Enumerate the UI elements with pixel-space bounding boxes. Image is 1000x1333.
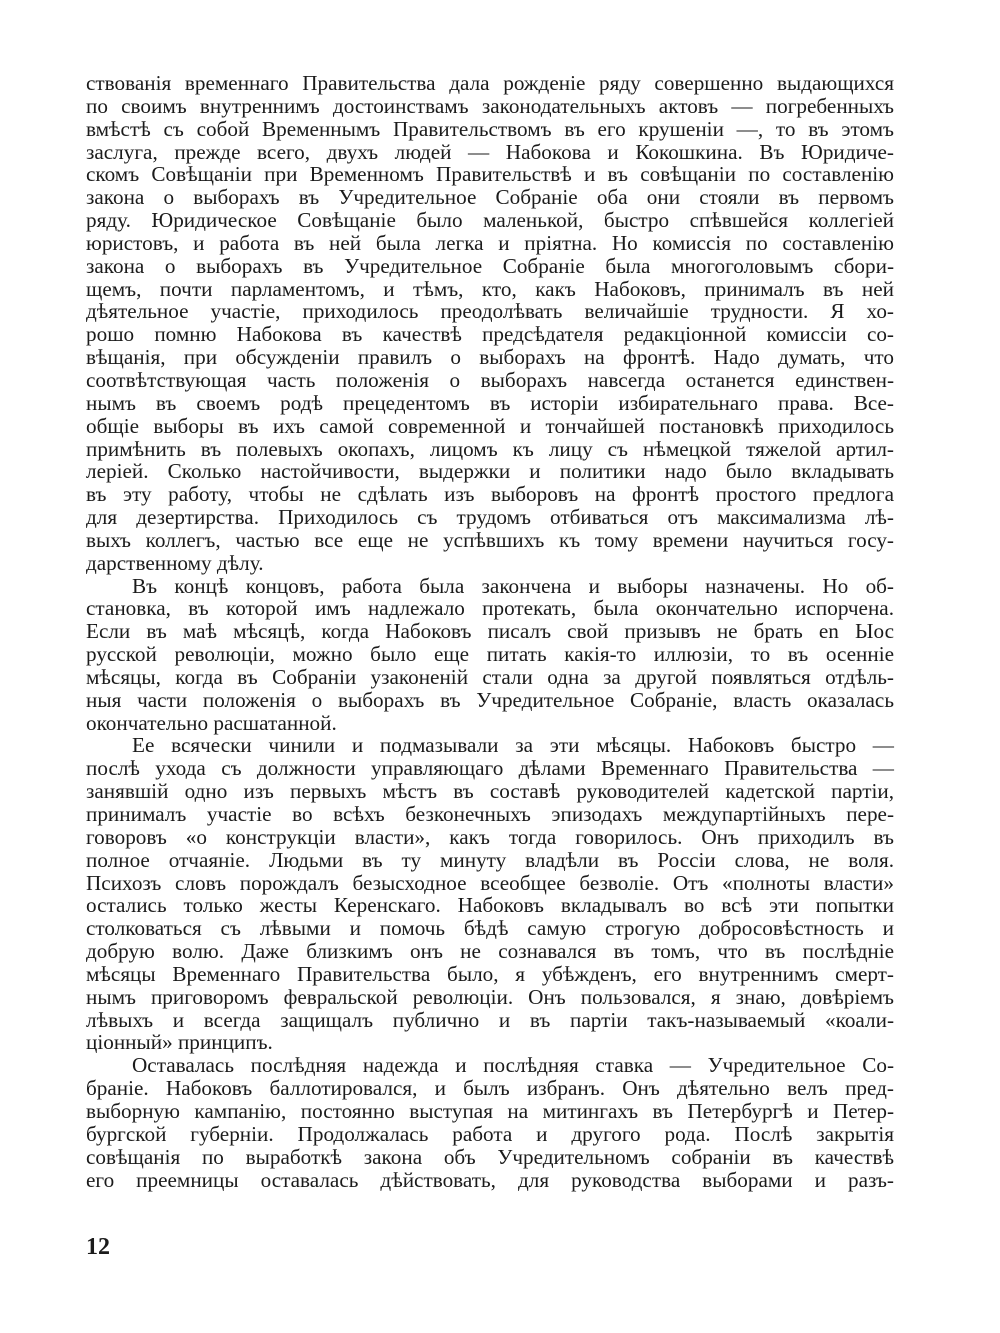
text-line: окончательно расшатанной.	[86, 710, 337, 735]
text-line: общіе выборы въ ихъ самой современной и тончайшей постановкѣ приходилось	[86, 413, 894, 438]
text-line: заслуга, прежде всего, двухъ людей — Набокова и Кокошкина. Въ Юридиче-	[86, 139, 894, 164]
text-line: рошо помню Набокова въ качествѣ предсѣдателя редакціонной комиссіи со-	[86, 322, 894, 347]
text-line: русской революціи, можно было еще питать какія-то иллюзіи, то въ осенніе	[86, 642, 894, 667]
text-line: Психозъ словъ порождалъ безысходное всеобщее безволіе. Отъ «полноты власти»	[86, 870, 894, 895]
text-line: соотвѣтствующая часть положенія о выборахъ навсегда останется единствен-	[86, 367, 894, 392]
text-line: дарственному дѣлу.	[86, 550, 264, 575]
text-line: юристовъ, и работа въ ней была легка и пріятна. Но комиссія по составленію	[86, 230, 894, 255]
page-number: 12	[86, 1234, 110, 1260]
text-line: ряду. Юридическое Совѣщаніе было маленькой, быстро спѣвшейся коллегіей	[86, 208, 894, 233]
text-line: ныя части положенія о выборахъ въ Учредительное Собраніе, власть оказалась	[86, 687, 894, 712]
text-line: выборную кампанію, постоянно выступая на митингахъ въ Петербургѣ и Петер-	[86, 1098, 894, 1123]
text-line: Если въ маѣ мѣсяцѣ, когда Набоковъ писалъ свой призывъ не брать en Ыос	[86, 619, 894, 644]
text-line: выхъ коллегъ, частью все еще не успѣвшихъ къ тому времени научиться госу-	[86, 527, 894, 552]
text-line: нымъ приговоромъ февральской революціи. Онъ пользовался, я знаю, довѣріемъ	[86, 984, 894, 1009]
text-line: дѣятельное участіе, приходилось преодолѣвать величайшіе трудности. Я хо-	[86, 299, 894, 324]
text-line: вѣщанія, при обсужденіи правилъ о выборахъ на фронтѣ. Надо думать, что	[86, 345, 894, 370]
text-line: закона о выборахъ въ Учредительное Собраніе была многоголовымъ сбори-	[86, 253, 894, 278]
text-line: столковаться съ лѣвыми и помочь бѣдѣ самую строгую добросовѣстность и	[86, 916, 894, 941]
text-line: лѣвыхъ и всегда защищалъ публично и въ партіи такъ-называемый «коали-	[86, 1007, 894, 1032]
text-line: по своимъ внутреннимъ достоинствамъ законодательныхъ актовъ — погребенныхъ	[86, 93, 894, 118]
text-line: его преемницы оставалась дѣйствовать, для руководства выборами и разъ-	[86, 1167, 894, 1192]
text-line: полное отчаяніе. Людьми въ ту минуту владѣли въ Россіи слова, не воля.	[86, 847, 894, 872]
text-line: для дезертирства. Приходилось съ трудомъ отбиваться отъ максимализма лѣ-	[86, 505, 894, 530]
text-line: нымъ въ своемъ родѣ прецедентомъ въ исторіи избирательнаго права. Все-	[86, 390, 894, 415]
text-line: браніе. Набоковъ баллотировался, и былъ избранъ. Онъ дѣятельно велъ пред-	[86, 1076, 894, 1101]
text-line: щемъ, почти парламентомъ, и тѣмъ, кто, какъ Набоковъ, принималъ въ ней	[86, 276, 894, 301]
text-line: становка, въ которой имъ надлежало протекать, была окончательно испорчена.	[86, 596, 894, 621]
text-line: мѣсяцы, когда въ Собраніи узаконеній стали одна за другой появляться отдѣль-	[86, 664, 894, 689]
text-line: вмѣстѣ съ собой Временнымъ Правительствомъ въ его крушеніи —, то въ этомъ	[86, 116, 894, 141]
text-line: ціонный» принципъ.	[86, 1030, 273, 1055]
text-line: Въ концѣ концовъ, работа была закончена и выборы назначены. Но об-	[132, 573, 894, 598]
text-line: леріей. Сколько настойчивости, выдержки и политики надо было вкладывать	[86, 459, 894, 484]
text-line: Оставалась послѣдняя надежда и послѣдняя ставка — Учредительное Со-	[132, 1053, 894, 1078]
text-line: говоровъ «о конструкціи власти», какъ тогда говорилось. Онъ приходилъ въ	[86, 824, 894, 849]
text-line: примѣнить въ полевыхъ окопахъ, лицомъ къ лицу съ нѣмецкой тяжелой артил-	[86, 436, 894, 461]
text-line: мѣсяцы Временнаго Правительства было, я убѣжденъ, его внутреннимъ смерт-	[86, 961, 894, 986]
body-text	[86, 72, 894, 1191]
text-line: бургской губерніи. Продолжалась работа и другого рода. Послѣ закрытія	[86, 1121, 894, 1146]
text-line: занявшій одно изъ первыхъ мѣстъ въ составѣ руководителей кадетской партіи,	[86, 779, 894, 804]
text-line: добрую волю. Даже близкимъ онъ не сознавался въ томъ, что въ послѣдніе	[86, 939, 894, 964]
text-line: остались только жесты Керенскаго. Набоковъ вкладывалъ во всѣ эти попытки	[86, 893, 894, 918]
text-line: закона о выборахъ въ Учредительное Собраніе оба они стояли въ первомъ	[86, 185, 894, 210]
text-line: Ее всячески чинили и подмазывали за эти мѣсяцы. Набоковъ быстро —	[132, 733, 894, 758]
text-line: скомъ Совѣщаніи при Временномъ Правительствѣ и въ совѣщаніи по составленію	[86, 162, 894, 187]
text-line: ствованія временнаго Правительства дала рожденіе ряду совершенно выдающихся	[86, 71, 894, 95]
text-line: послѣ ухода съ должности управляющаго дѣлами Временнаго Правительства —	[86, 756, 894, 781]
text-line: принималъ участіе во всѣхъ безконечныхъ эпизодахъ междупартійныхъ пере-	[86, 802, 894, 826]
text-line: въ эту работу, чтобы не сдѣлать изъ выборовъ на фронтѣ простого предлога	[86, 482, 894, 507]
text-line: совѣщанія по выработкѣ закона объ Учредительномъ собраніи въ качествѣ	[86, 1144, 894, 1169]
